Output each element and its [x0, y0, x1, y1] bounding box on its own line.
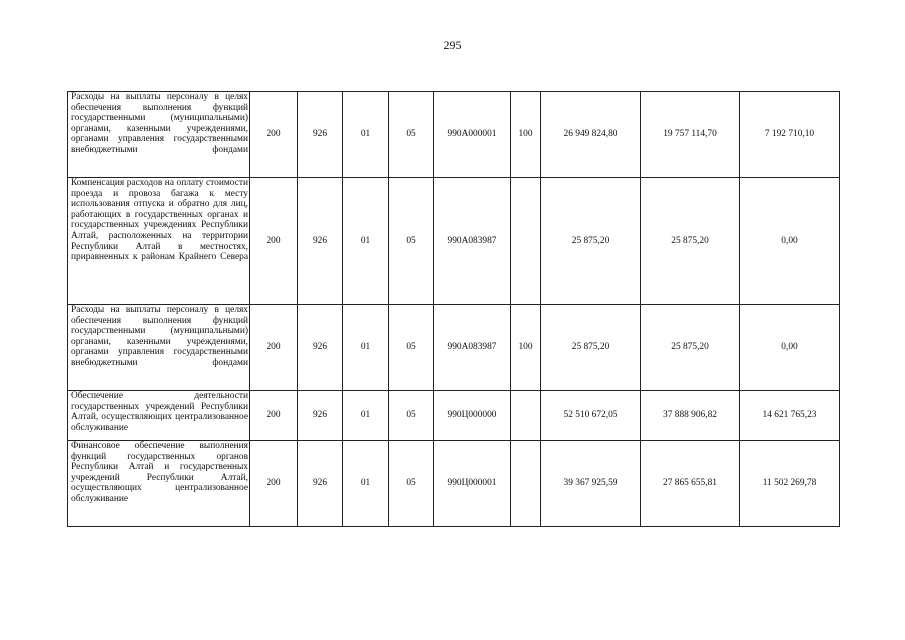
- code-cell: 926: [298, 391, 343, 441]
- code-cell: 926: [298, 441, 343, 527]
- table-row: [68, 92, 840, 178]
- amount-cell: 19 757 114,70: [641, 92, 740, 178]
- row-description: Обеспечение деятельности государственных учреждений Республики Алтай, осуществляющих централизованное обслуживание: [68, 391, 250, 441]
- code-cell: 01: [343, 391, 389, 441]
- amount-cell: 11 502 269,78: [740, 441, 840, 527]
- table-row: [68, 178, 840, 305]
- amount-cell: 25 875,20: [641, 305, 740, 391]
- target-code-cell: 990Ц000001: [434, 441, 511, 527]
- amount-cell: 7 192 710,10: [740, 92, 840, 178]
- code-cell: 200: [250, 305, 298, 391]
- row-description: Финансовое обеспечение выполнения функций государственных органов Республики Алтай и государственных учреждений Республики Алтай, осуществляющих централизованное обслуживание: [68, 441, 250, 527]
- amount-cell: 37 888 906,82: [641, 391, 740, 441]
- code-cell: 05: [389, 92, 434, 178]
- amount-cell: 25 875,20: [541, 305, 641, 391]
- code-cell: 200: [250, 92, 298, 178]
- amount-cell: 26 949 824,80: [541, 92, 641, 178]
- expense-type-cell: 100: [511, 92, 541, 178]
- expense-type-cell: 100: [511, 305, 541, 391]
- amount-cell: 14 621 765,23: [740, 391, 840, 441]
- table-row: [68, 305, 840, 391]
- table-row: [68, 441, 840, 527]
- budget-table: [67, 91, 840, 527]
- code-cell: 200: [250, 178, 298, 305]
- code-cell: 200: [250, 391, 298, 441]
- code-cell: 926: [298, 178, 343, 305]
- table-row: [68, 391, 840, 441]
- code-cell: 926: [298, 92, 343, 178]
- code-cell: 01: [343, 178, 389, 305]
- row-description: Расходы на выплаты персоналу в целях обеспечения выполнения функций государственными (муниципальными) органами, казенными учреждениями, органами управления государственными внебюджетными фондами: [68, 92, 250, 178]
- code-cell: 01: [343, 92, 389, 178]
- target-code-cell: 990Ц000000: [434, 391, 511, 441]
- code-cell: 05: [389, 391, 434, 441]
- code-cell: 05: [389, 178, 434, 305]
- expense-type-cell: [511, 391, 541, 441]
- row-description: Компенсация расходов на оплату стоимости проезда и провоза багажа к месту использования отпуска и обратно для лиц, работающих в государственных органах и государственных учреждениях Республики Алтай, расположенных на территории Республики Алтай в местностях, приравненных к районам Крайнего Севера: [68, 178, 250, 305]
- amount-cell: 27 865 655,81: [641, 441, 740, 527]
- amount-cell: 0,00: [740, 305, 840, 391]
- code-cell: 01: [343, 305, 389, 391]
- amount-cell: 52 510 672,05: [541, 391, 641, 441]
- expense-type-cell: [511, 178, 541, 305]
- amount-cell: 39 367 925,59: [541, 441, 641, 527]
- target-code-cell: 990A083987: [434, 305, 511, 391]
- amount-cell: 0,00: [740, 178, 840, 305]
- target-code-cell: 990A083987: [434, 178, 511, 305]
- target-code-cell: 990A000001: [434, 92, 511, 178]
- code-cell: 05: [389, 441, 434, 527]
- expense-type-cell: [511, 441, 541, 527]
- code-cell: 01: [343, 441, 389, 527]
- amount-cell: 25 875,20: [641, 178, 740, 305]
- code-cell: 200: [250, 441, 298, 527]
- code-cell: 926: [298, 305, 343, 391]
- amount-cell: 25 875,20: [541, 178, 641, 305]
- page-number: 295: [443, 38, 462, 52]
- row-description: Расходы на выплаты персоналу в целях обеспечения выполнения функций государственными (муниципальными) органами, казенными учреждениями, органами управления государственными внебюджетными фондами: [68, 305, 250, 391]
- code-cell: 05: [389, 305, 434, 391]
